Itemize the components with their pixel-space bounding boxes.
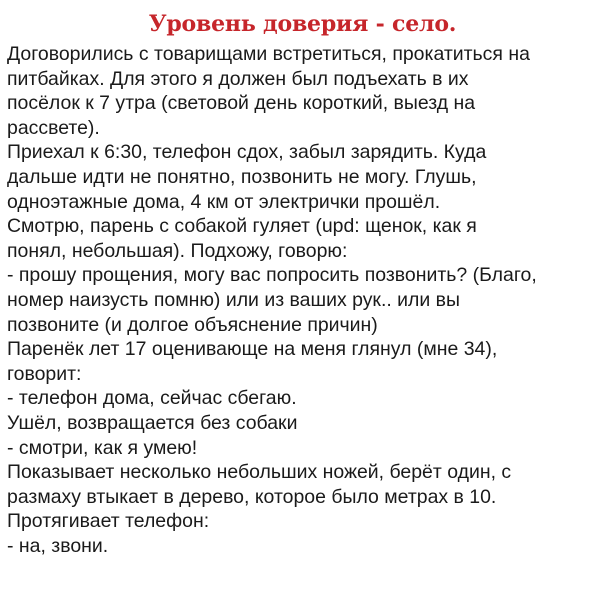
story-line: Смотрю, парень с собакой гуляет (upd: щенок, как я xyxy=(7,215,477,238)
story-line: одноэтажные дома, 4 км от электрички прошёл. xyxy=(7,190,441,213)
story-line: рассвете). xyxy=(7,116,100,139)
story-line: - прошу прощения, могу вас попросить позвонить? (Благо, xyxy=(7,264,537,287)
story-line: Протягивает телефон: xyxy=(7,510,210,533)
story-line: посёлок к 7 утра (световой день короткий, выезд на xyxy=(7,92,476,115)
story-line: Приехал к 6:30, телефон сдох, забыл зарядить. Куда xyxy=(7,141,487,164)
story-line: - телефон дома, сейчас сбегаю. xyxy=(7,387,297,410)
story-line: позвоните (и долгое объяснение причин) xyxy=(7,313,378,336)
story-body xyxy=(7,42,598,558)
story-line: - смотри, как я умею! xyxy=(7,436,198,459)
story-line: - на, звони. xyxy=(7,534,109,557)
story-line: говорит: xyxy=(7,362,82,385)
story-line: питбайках. Для этого я должен был подъехать в их xyxy=(7,67,469,90)
story-line: дальше идти не понятно, позвонить не могу. Глушь, xyxy=(7,165,477,188)
story-line: размаху втыкает в дерево, которое было метрах в 10. xyxy=(7,485,497,508)
story-line: номер наизусть помню) или из ваших рук.. или вы xyxy=(7,288,460,311)
story-line: Паренёк лет 17 оценивающе на меня глянул (мне 34), xyxy=(7,338,498,361)
story-line: Показывает несколько небольших ножей, берёт один, с xyxy=(7,461,512,484)
story-line: Договорились с товарищами встретиться, прокатиться на xyxy=(7,43,530,65)
story-title: Уровень доверия - село. xyxy=(148,11,457,37)
story-line: Ушёл, возвращается без собаки xyxy=(7,411,298,434)
story-line: понял, небольшая). Подхожу, говорю: xyxy=(7,239,348,262)
